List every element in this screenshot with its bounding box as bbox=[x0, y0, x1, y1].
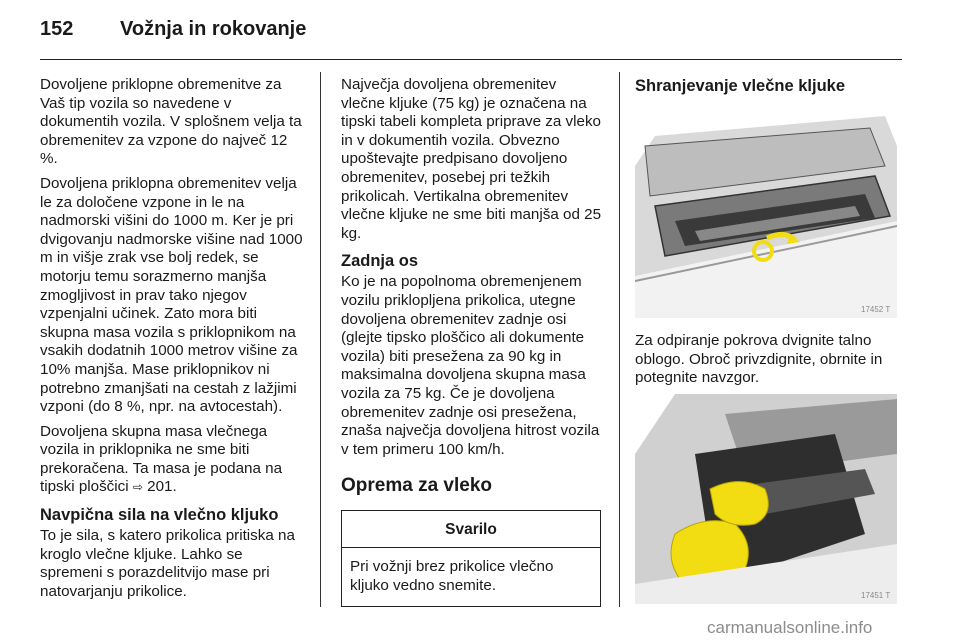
paragraph-altitude: Dovoljena priklopna obremenitev velja le za določene vzpone in le na nadmorski višini do 1000 m. Ker je pri dvigovanju nadmorske višine nad 1000 m in višje zrak vse bolj redek, se motorju temu sorazmerno manjša zmogljivost in prav tako njegov vzpenjalni učinek. Zato mora biti skupna masa vozila s priklopnikom na vsakih dodatnih 1000 metrov višine za 10% manjša. Mase priklopnikov ni potrebno zmanjšati na cestah z lažjimi vzponi (do 8 %, npr. na avtocestah). bbox=[40, 174, 303, 416]
tow-hook-storage-figure bbox=[635, 394, 897, 604]
column-1 bbox=[40, 76, 308, 607]
heading-towing-equipment: Oprema za vleko bbox=[341, 475, 493, 497]
watermark: carmanualsonline.info bbox=[707, 618, 873, 637]
page-reference-arrow-icon: ⇨ bbox=[132, 480, 143, 495]
column-2 bbox=[341, 76, 603, 607]
column-divider-2 bbox=[619, 72, 620, 607]
heading-rear-axle: Zadnja os bbox=[341, 252, 419, 271]
heading-vertical-load: Navpična sila na vlečno kljuko bbox=[40, 506, 279, 525]
warning-title: Svarilo bbox=[342, 511, 600, 549]
figure-2-code: 17451 T bbox=[861, 590, 891, 600]
page-number: 152 bbox=[40, 18, 74, 40]
page-reference[interactable]: 201. bbox=[147, 478, 177, 496]
trunk-floor-figure bbox=[635, 106, 897, 318]
paragraph-max-load: Največja dovoljena obremenitev vlečne kljuke (75 kg) je označena na tipski tabeli kompleta priprave za vleko in v dokumentih vozila. Obvezno upoštevajte predpisano dovoljeno obremenitev, posebej pri težkih prikolicah. Vertikalna obremenitev vlečne kljuke ne sme biti manjša od 25 kg. bbox=[341, 76, 602, 242]
heading-storage: Shranjevanje vlečne kljuke bbox=[635, 77, 846, 95]
paragraph-total-mass bbox=[40, 423, 308, 497]
paragraph-rear-axle: Ko je na popolnoma obremenjenem vozilu priklopljena prikolica, utegne dovoljena obremenitev zadnje osi (glejte tipsko ploščico ali dokumente vozila) biti presežena za 90 kg in maksimalna dovoljena skupna masa vozila za 75 kg. Če je dovoljena obremenitev zadnje osi presežena, znaša največja dovoljena hitrost vozila v tem primeru 100 km/h. bbox=[341, 273, 600, 458]
figure-1-code: 17452 T bbox=[861, 305, 891, 314]
column-divider-1 bbox=[320, 72, 321, 607]
paragraph-trailer-loads: Dovoljene priklopne obremenitve za Vaš tip vozila so navedene v dokumentih vozila. V splošnem velja ta obremenitev za vzpone do največ 12 %. bbox=[40, 76, 302, 168]
header-rule bbox=[40, 59, 902, 60]
total-mass-text: Dovoljena skupna masa vlečnega vozila in priklopnika ne sme biti prekoračena. Ta masa je podana na tipski ploščici bbox=[40, 422, 283, 496]
column-3 bbox=[635, 76, 907, 618]
warning-text: Pri vožnji brez prikolice vlečno kljuko vedno snemite. bbox=[350, 558, 554, 595]
page-title: Vožnja in rokovanje bbox=[120, 18, 307, 40]
paragraph-vertical-load: To je sila, s katero prikolica pritiska na kroglo vlečne kljuke. Lahko se spremeni s porazdelitvijo mase pri natovarjanju prikolice. bbox=[40, 527, 295, 600]
paragraph-storage-instructions: Za odpiranje pokrova dvignite talno oblogo. Obroč privzdignite, obrnite in potegnite navzgor. bbox=[635, 332, 883, 387]
warning-box bbox=[341, 510, 601, 607]
